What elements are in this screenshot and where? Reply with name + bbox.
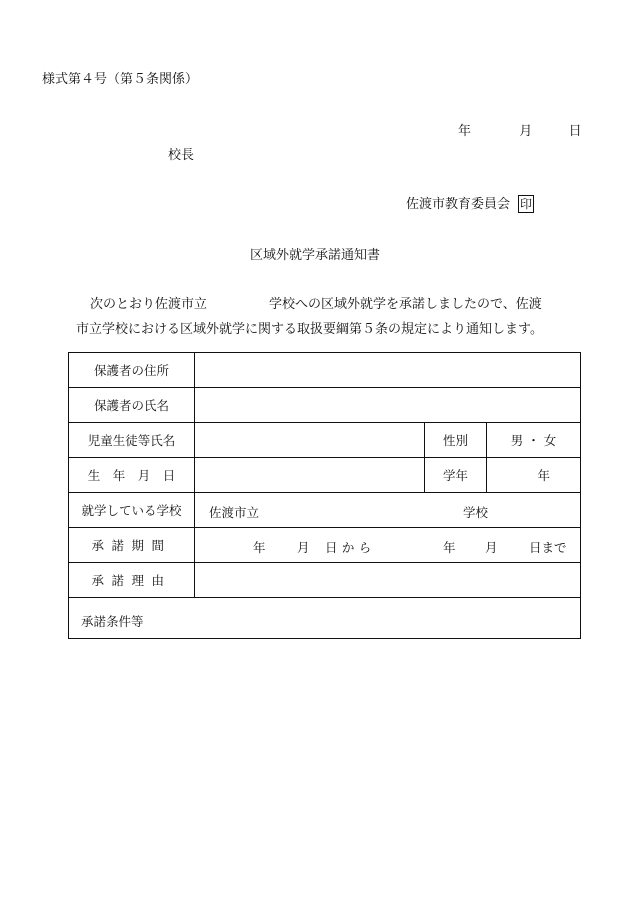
body-line-1-a: 次のとおり佐渡市立	[90, 297, 208, 312]
period-until: 日まで	[529, 540, 567, 555]
current-school-field[interactable]	[195, 493, 581, 528]
gender-options[interactable]: 男 ・ 女	[487, 423, 581, 458]
row-approval-conditions	[69, 598, 581, 639]
guardian-name-field[interactable]	[195, 388, 581, 423]
row-current-school	[69, 493, 581, 528]
period-year-1: 年	[253, 540, 266, 555]
document-title: 区域外就学承諾通知書	[249, 248, 380, 263]
approval-period-label: 承諾期間	[69, 528, 195, 563]
student-name-field[interactable]	[195, 423, 425, 458]
guardian-name-label: 保護者の氏名	[69, 388, 195, 423]
period-month-1: 月	[297, 540, 310, 555]
grade-field[interactable]: 年	[487, 458, 581, 493]
approval-reason-label: 承諾理由	[69, 563, 195, 598]
approval-conditions-field[interactable]	[69, 598, 581, 639]
row-guardian-name	[69, 388, 581, 423]
gender-label: 性別	[425, 423, 487, 458]
period-year-2: 年	[443, 540, 456, 555]
period-from: 日から	[325, 540, 376, 555]
approval-conditions-label: 承諾条件等	[81, 614, 144, 629]
date-year: 年	[458, 124, 472, 139]
approval-form-table	[68, 352, 581, 639]
row-approval-reason	[69, 563, 581, 598]
date-line	[458, 120, 582, 139]
form-number: 様式第４号（第５条関係）	[42, 72, 199, 87]
row-student-name	[69, 423, 581, 458]
approval-reason-field[interactable]	[195, 563, 581, 598]
school-prefix: 佐渡市立	[209, 505, 260, 520]
period-month-2: 月	[485, 540, 498, 555]
student-name-label: 児童生徒等氏名	[69, 423, 195, 458]
issuer	[406, 193, 534, 213]
row-approval-period	[69, 528, 581, 563]
body-line-2: 市立学校における区域外就学に関する取扱要綱第５条の規定により通知します。	[76, 322, 543, 337]
birthdate-label: 生 年 月 日	[69, 458, 195, 493]
school-suffix: 学校	[463, 505, 489, 520]
approval-period-field[interactable]	[195, 528, 581, 563]
date-day: 日	[568, 124, 582, 139]
body-line-1-b: 学校への区域外就学を承諾しましたので、佐渡	[269, 297, 542, 312]
birthdate-field[interactable]	[195, 458, 425, 493]
row-guardian-address	[69, 353, 581, 388]
guardian-address-field[interactable]	[195, 353, 581, 388]
recipient-title: 校長	[168, 148, 195, 163]
guardian-address-label: 保護者の住所	[69, 353, 195, 388]
seal-box: 印	[520, 197, 533, 211]
date-month: 月	[519, 124, 533, 139]
row-birthdate	[69, 458, 581, 493]
body-line-1	[90, 293, 542, 312]
issuer-name: 佐渡市教育委員会	[406, 197, 511, 212]
grade-label: 学年	[425, 458, 487, 493]
current-school-label: 就学している学校	[69, 493, 195, 528]
